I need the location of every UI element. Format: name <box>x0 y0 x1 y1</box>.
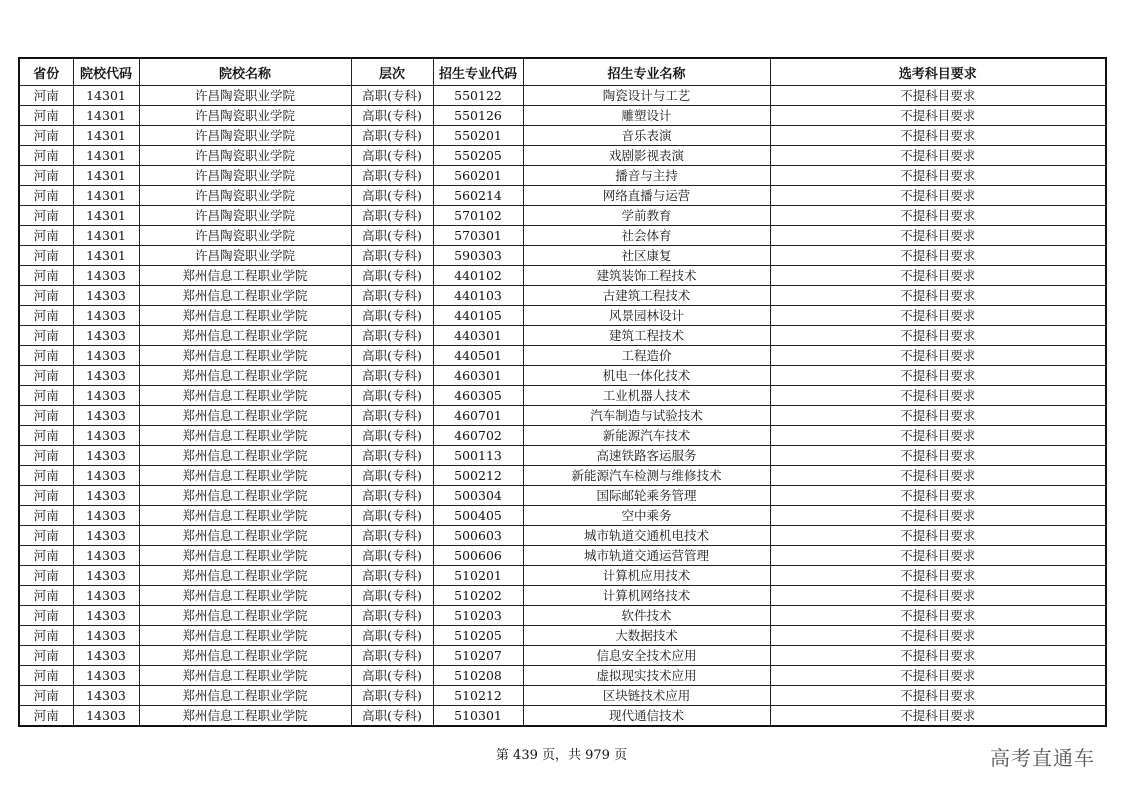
header-province: 省份 <box>19 58 73 86</box>
cell-school-name: 郑州信息工程职业学院 <box>139 646 351 666</box>
cell-major-name: 建筑工程技术 <box>523 326 770 346</box>
header-major-name: 招生专业名称 <box>523 58 770 86</box>
cell-subject-requirement: 不提科目要求 <box>770 486 1106 506</box>
cell-level: 高职(专科) <box>351 566 433 586</box>
cell-province: 河南 <box>19 586 73 606</box>
table-row <box>19 86 1106 106</box>
table-row <box>19 626 1106 646</box>
cell-major-name: 播音与主持 <box>523 166 770 186</box>
cell-major-code: 510207 <box>433 646 523 666</box>
cell-province: 河南 <box>19 446 73 466</box>
table-row <box>19 506 1106 526</box>
cell-subject-requirement: 不提科目要求 <box>770 226 1106 246</box>
cell-level: 高职(专科) <box>351 446 433 466</box>
cell-major-name: 高速铁路客运服务 <box>523 446 770 466</box>
cell-school-code: 14301 <box>73 226 139 246</box>
cell-level: 高职(专科) <box>351 266 433 286</box>
cell-level: 高职(专科) <box>351 206 433 226</box>
cell-level: 高职(专科) <box>351 646 433 666</box>
cell-school-code: 14303 <box>73 686 139 706</box>
cell-province: 河南 <box>19 226 73 246</box>
cell-subject-requirement: 不提科目要求 <box>770 86 1106 106</box>
cell-level: 高职(专科) <box>351 326 433 346</box>
header-major-code: 招生专业代码 <box>433 58 523 86</box>
cell-subject-requirement: 不提科目要求 <box>770 326 1106 346</box>
cell-level: 高职(专科) <box>351 706 433 727</box>
cell-major-name: 计算机网络技术 <box>523 586 770 606</box>
table-row <box>19 106 1106 126</box>
cell-subject-requirement: 不提科目要求 <box>770 106 1106 126</box>
cell-school-name: 郑州信息工程职业学院 <box>139 286 351 306</box>
cell-major-code: 590303 <box>433 246 523 266</box>
cell-level: 高职(专科) <box>351 686 433 706</box>
cell-school-code: 14303 <box>73 386 139 406</box>
cell-level: 高职(专科) <box>351 386 433 406</box>
cell-level: 高职(专科) <box>351 466 433 486</box>
admission-table <box>18 57 1107 727</box>
cell-province: 河南 <box>19 426 73 446</box>
cell-province: 河南 <box>19 346 73 366</box>
cell-school-name: 郑州信息工程职业学院 <box>139 626 351 646</box>
cell-level: 高职(专科) <box>351 426 433 446</box>
cell-major-code: 570301 <box>433 226 523 246</box>
cell-level: 高职(专科) <box>351 186 433 206</box>
cell-level: 高职(专科) <box>351 666 433 686</box>
cell-major-code: 510301 <box>433 706 523 727</box>
cell-province: 河南 <box>19 326 73 346</box>
cell-level: 高职(专科) <box>351 106 433 126</box>
cell-school-name: 郑州信息工程职业学院 <box>139 686 351 706</box>
cell-subject-requirement: 不提科目要求 <box>770 346 1106 366</box>
cell-major-name: 机电一体化技术 <box>523 366 770 386</box>
cell-province: 河南 <box>19 666 73 686</box>
cell-school-code: 14301 <box>73 246 139 266</box>
cell-subject-requirement: 不提科目要求 <box>770 426 1106 446</box>
cell-province: 河南 <box>19 366 73 386</box>
cell-level: 高职(专科) <box>351 626 433 646</box>
cell-subject-requirement: 不提科目要求 <box>770 186 1106 206</box>
cell-province: 河南 <box>19 386 73 406</box>
cell-major-name: 计算机应用技术 <box>523 566 770 586</box>
table-row <box>19 126 1106 146</box>
cell-major-code: 500405 <box>433 506 523 526</box>
cell-school-name: 郑州信息工程职业学院 <box>139 586 351 606</box>
cell-major-code: 510202 <box>433 586 523 606</box>
cell-school-code: 14301 <box>73 86 139 106</box>
table-row <box>19 286 1106 306</box>
cell-school-name: 许昌陶瓷职业学院 <box>139 246 351 266</box>
cell-subject-requirement: 不提科目要求 <box>770 666 1106 686</box>
cell-province: 河南 <box>19 246 73 266</box>
cell-school-code: 14303 <box>73 406 139 426</box>
cell-subject-requirement: 不提科目要求 <box>770 626 1106 646</box>
cell-major-name: 工程造价 <box>523 346 770 366</box>
cell-major-name: 国际邮轮乘务管理 <box>523 486 770 506</box>
cell-school-name: 郑州信息工程职业学院 <box>139 386 351 406</box>
cell-province: 河南 <box>19 486 73 506</box>
cell-level: 高职(专科) <box>351 506 433 526</box>
cell-school-code: 14303 <box>73 566 139 586</box>
cell-major-name: 网络直播与运营 <box>523 186 770 206</box>
table-row <box>19 466 1106 486</box>
table-row <box>19 446 1106 466</box>
cell-major-code: 500304 <box>433 486 523 506</box>
cell-school-code: 14303 <box>73 606 139 626</box>
cell-subject-requirement: 不提科目要求 <box>770 526 1106 546</box>
cell-major-code: 550126 <box>433 106 523 126</box>
cell-school-name: 郑州信息工程职业学院 <box>139 666 351 686</box>
cell-school-name: 许昌陶瓷职业学院 <box>139 206 351 226</box>
cell-province: 河南 <box>19 546 73 566</box>
table-row <box>19 266 1106 286</box>
watermark-text: 高考直通车 <box>990 746 1095 770</box>
cell-level: 高职(专科) <box>351 486 433 506</box>
cell-subject-requirement: 不提科目要求 <box>770 606 1106 626</box>
table-row <box>19 326 1106 346</box>
cell-subject-requirement: 不提科目要求 <box>770 466 1106 486</box>
cell-province: 河南 <box>19 526 73 546</box>
cell-province: 河南 <box>19 626 73 646</box>
cell-subject-requirement: 不提科目要求 <box>770 506 1106 526</box>
cell-school-code: 14303 <box>73 286 139 306</box>
cell-school-code: 14303 <box>73 366 139 386</box>
table-row <box>19 346 1106 366</box>
cell-major-code: 570102 <box>433 206 523 226</box>
cell-major-code: 440301 <box>433 326 523 346</box>
cell-school-code: 14301 <box>73 106 139 126</box>
table-row <box>19 666 1106 686</box>
cell-province: 河南 <box>19 286 73 306</box>
cell-school-name: 许昌陶瓷职业学院 <box>139 146 351 166</box>
cell-major-code: 560201 <box>433 166 523 186</box>
header-subject-requirement: 选考科目要求 <box>770 58 1106 86</box>
cell-school-name: 郑州信息工程职业学院 <box>139 566 351 586</box>
cell-level: 高职(专科) <box>351 606 433 626</box>
cell-level: 高职(专科) <box>351 166 433 186</box>
cell-province: 河南 <box>19 206 73 226</box>
cell-level: 高职(专科) <box>351 526 433 546</box>
cell-subject-requirement: 不提科目要求 <box>770 126 1106 146</box>
cell-school-name: 许昌陶瓷职业学院 <box>139 226 351 246</box>
cell-school-name: 郑州信息工程职业学院 <box>139 366 351 386</box>
cell-subject-requirement: 不提科目要求 <box>770 406 1106 426</box>
cell-province: 河南 <box>19 566 73 586</box>
cell-school-code: 14301 <box>73 166 139 186</box>
cell-major-code: 550205 <box>433 146 523 166</box>
cell-province: 河南 <box>19 706 73 727</box>
cell-school-code: 14303 <box>73 326 139 346</box>
cell-major-name: 汽车制造与试验技术 <box>523 406 770 426</box>
cell-major-code: 500113 <box>433 446 523 466</box>
cell-level: 高职(专科) <box>351 366 433 386</box>
cell-major-code: 550201 <box>433 126 523 146</box>
cell-major-code: 510203 <box>433 606 523 626</box>
table-header-row <box>19 58 1106 86</box>
table-row <box>19 306 1106 326</box>
cell-major-code: 510201 <box>433 566 523 586</box>
cell-level: 高职(专科) <box>351 286 433 306</box>
table-row <box>19 526 1106 546</box>
cell-major-name: 建筑装饰工程技术 <box>523 266 770 286</box>
cell-subject-requirement: 不提科目要求 <box>770 706 1106 727</box>
cell-subject-requirement: 不提科目要求 <box>770 386 1106 406</box>
cell-major-name: 大数据技术 <box>523 626 770 646</box>
cell-level: 高职(专科) <box>351 146 433 166</box>
header-school-code: 院校代码 <box>73 58 139 86</box>
cell-school-name: 郑州信息工程职业学院 <box>139 466 351 486</box>
cell-major-code: 510205 <box>433 626 523 646</box>
cell-school-name: 郑州信息工程职业学院 <box>139 426 351 446</box>
cell-province: 河南 <box>19 86 73 106</box>
cell-subject-requirement: 不提科目要求 <box>770 366 1106 386</box>
cell-major-name: 陶瓷设计与工艺 <box>523 86 770 106</box>
cell-major-name: 风景园林设计 <box>523 306 770 326</box>
cell-subject-requirement: 不提科目要求 <box>770 546 1106 566</box>
cell-school-code: 14303 <box>73 586 139 606</box>
cell-major-name: 雕塑设计 <box>523 106 770 126</box>
cell-major-code: 500603 <box>433 526 523 546</box>
table-body <box>19 86 1106 727</box>
cell-major-name: 社区康复 <box>523 246 770 266</box>
cell-school-name: 郑州信息工程职业学院 <box>139 326 351 346</box>
cell-major-name: 社会体育 <box>523 226 770 246</box>
cell-major-name: 城市轨道交通运营管理 <box>523 546 770 566</box>
cell-major-code: 440103 <box>433 286 523 306</box>
cell-school-code: 14303 <box>73 706 139 727</box>
header-school-name: 院校名称 <box>139 58 351 86</box>
cell-major-code: 460701 <box>433 406 523 426</box>
cell-school-code: 14303 <box>73 426 139 446</box>
cell-school-code: 14303 <box>73 506 139 526</box>
cell-school-code: 14303 <box>73 266 139 286</box>
cell-province: 河南 <box>19 266 73 286</box>
cell-major-name: 学前教育 <box>523 206 770 226</box>
cell-school-code: 14303 <box>73 546 139 566</box>
table-row <box>19 546 1106 566</box>
page-number: 第 439 页，共 979 页 <box>495 748 628 763</box>
cell-major-code: 440102 <box>433 266 523 286</box>
cell-school-name: 许昌陶瓷职业学院 <box>139 86 351 106</box>
cell-subject-requirement: 不提科目要求 <box>770 566 1106 586</box>
cell-major-code: 510208 <box>433 666 523 686</box>
cell-school-code: 14301 <box>73 186 139 206</box>
cell-school-name: 郑州信息工程职业学院 <box>139 406 351 426</box>
table-row <box>19 606 1106 626</box>
cell-school-name: 郑州信息工程职业学院 <box>139 706 351 727</box>
cell-major-name: 虚拟现实技术应用 <box>523 666 770 686</box>
cell-province: 河南 <box>19 506 73 526</box>
cell-major-name: 空中乘务 <box>523 506 770 526</box>
cell-school-name: 郑州信息工程职业学院 <box>139 526 351 546</box>
cell-school-code: 14303 <box>73 646 139 666</box>
cell-school-code: 14303 <box>73 666 139 686</box>
cell-subject-requirement: 不提科目要求 <box>770 446 1106 466</box>
cell-major-code: 460301 <box>433 366 523 386</box>
table-row <box>19 186 1106 206</box>
cell-school-name: 郑州信息工程职业学院 <box>139 266 351 286</box>
cell-school-code: 14303 <box>73 626 139 646</box>
cell-subject-requirement: 不提科目要求 <box>770 206 1106 226</box>
cell-subject-requirement: 不提科目要求 <box>770 266 1106 286</box>
table-row <box>19 386 1106 406</box>
cell-school-name: 郑州信息工程职业学院 <box>139 546 351 566</box>
table-row <box>19 486 1106 506</box>
cell-province: 河南 <box>19 146 73 166</box>
header-level: 层次 <box>351 58 433 86</box>
table-row <box>19 226 1106 246</box>
table-row <box>19 426 1106 446</box>
cell-school-code: 14303 <box>73 526 139 546</box>
table-row <box>19 566 1106 586</box>
cell-level: 高职(专科) <box>351 346 433 366</box>
cell-school-code: 14303 <box>73 466 139 486</box>
cell-major-code: 560214 <box>433 186 523 206</box>
cell-level: 高职(专科) <box>351 306 433 326</box>
cell-major-name: 现代通信技术 <box>523 706 770 727</box>
table-row <box>19 406 1106 426</box>
cell-level: 高职(专科) <box>351 406 433 426</box>
cell-province: 河南 <box>19 406 73 426</box>
cell-school-code: 14303 <box>73 446 139 466</box>
table-row <box>19 686 1106 706</box>
cell-major-code: 550122 <box>433 86 523 106</box>
cell-subject-requirement: 不提科目要求 <box>770 246 1106 266</box>
table-row <box>19 586 1106 606</box>
cell-school-code: 14301 <box>73 146 139 166</box>
cell-school-name: 郑州信息工程职业学院 <box>139 446 351 466</box>
cell-level: 高职(专科) <box>351 226 433 246</box>
table-row <box>19 146 1106 166</box>
cell-school-name: 许昌陶瓷职业学院 <box>139 106 351 126</box>
cell-province: 河南 <box>19 126 73 146</box>
cell-level: 高职(专科) <box>351 126 433 146</box>
cell-province: 河南 <box>19 606 73 626</box>
cell-major-name: 区块链技术应用 <box>523 686 770 706</box>
cell-major-name: 新能源汽车技术 <box>523 426 770 446</box>
cell-level: 高职(专科) <box>351 586 433 606</box>
cell-major-name: 软件技术 <box>523 606 770 626</box>
cell-province: 河南 <box>19 686 73 706</box>
cell-subject-requirement: 不提科目要求 <box>770 306 1106 326</box>
cell-school-name: 郑州信息工程职业学院 <box>139 346 351 366</box>
cell-major-name: 城市轨道交通机电技术 <box>523 526 770 546</box>
cell-subject-requirement: 不提科目要求 <box>770 586 1106 606</box>
cell-subject-requirement: 不提科目要求 <box>770 166 1106 186</box>
cell-major-code: 440105 <box>433 306 523 326</box>
cell-school-code: 14301 <box>73 206 139 226</box>
cell-major-code: 500606 <box>433 546 523 566</box>
table-row <box>19 246 1106 266</box>
cell-subject-requirement: 不提科目要求 <box>770 286 1106 306</box>
cell-school-code: 14303 <box>73 486 139 506</box>
cell-province: 河南 <box>19 306 73 326</box>
table-row <box>19 166 1106 186</box>
cell-level: 高职(专科) <box>351 546 433 566</box>
table-row <box>19 646 1106 666</box>
cell-school-name: 许昌陶瓷职业学院 <box>139 126 351 146</box>
cell-major-name: 音乐表演 <box>523 126 770 146</box>
cell-subject-requirement: 不提科目要求 <box>770 146 1106 166</box>
cell-school-code: 14303 <box>73 346 139 366</box>
cell-school-name: 郑州信息工程职业学院 <box>139 306 351 326</box>
cell-school-name: 郑州信息工程职业学院 <box>139 606 351 626</box>
table-row <box>19 206 1106 226</box>
cell-major-code: 510212 <box>433 686 523 706</box>
cell-subject-requirement: 不提科目要求 <box>770 646 1106 666</box>
cell-school-name: 许昌陶瓷职业学院 <box>139 166 351 186</box>
cell-subject-requirement: 不提科目要求 <box>770 686 1106 706</box>
cell-province: 河南 <box>19 466 73 486</box>
cell-level: 高职(专科) <box>351 86 433 106</box>
cell-major-name: 工业机器人技术 <box>523 386 770 406</box>
cell-province: 河南 <box>19 186 73 206</box>
cell-school-name: 郑州信息工程职业学院 <box>139 506 351 526</box>
cell-major-name: 新能源汽车检测与维修技术 <box>523 466 770 486</box>
cell-major-code: 500212 <box>433 466 523 486</box>
cell-major-name: 古建筑工程技术 <box>523 286 770 306</box>
cell-major-code: 460702 <box>433 426 523 446</box>
cell-level: 高职(专科) <box>351 246 433 266</box>
cell-province: 河南 <box>19 646 73 666</box>
cell-school-name: 许昌陶瓷职业学院 <box>139 186 351 206</box>
cell-school-code: 14303 <box>73 306 139 326</box>
cell-major-name: 信息安全技术应用 <box>523 646 770 666</box>
cell-province: 河南 <box>19 166 73 186</box>
admission-table-container <box>18 57 1105 727</box>
cell-province: 河南 <box>19 106 73 126</box>
table-row <box>19 366 1106 386</box>
cell-major-code: 460305 <box>433 386 523 406</box>
table-row <box>19 706 1106 727</box>
cell-school-code: 14301 <box>73 126 139 146</box>
cell-school-name: 郑州信息工程职业学院 <box>139 486 351 506</box>
cell-major-code: 440501 <box>433 346 523 366</box>
cell-major-name: 戏剧影视表演 <box>523 146 770 166</box>
